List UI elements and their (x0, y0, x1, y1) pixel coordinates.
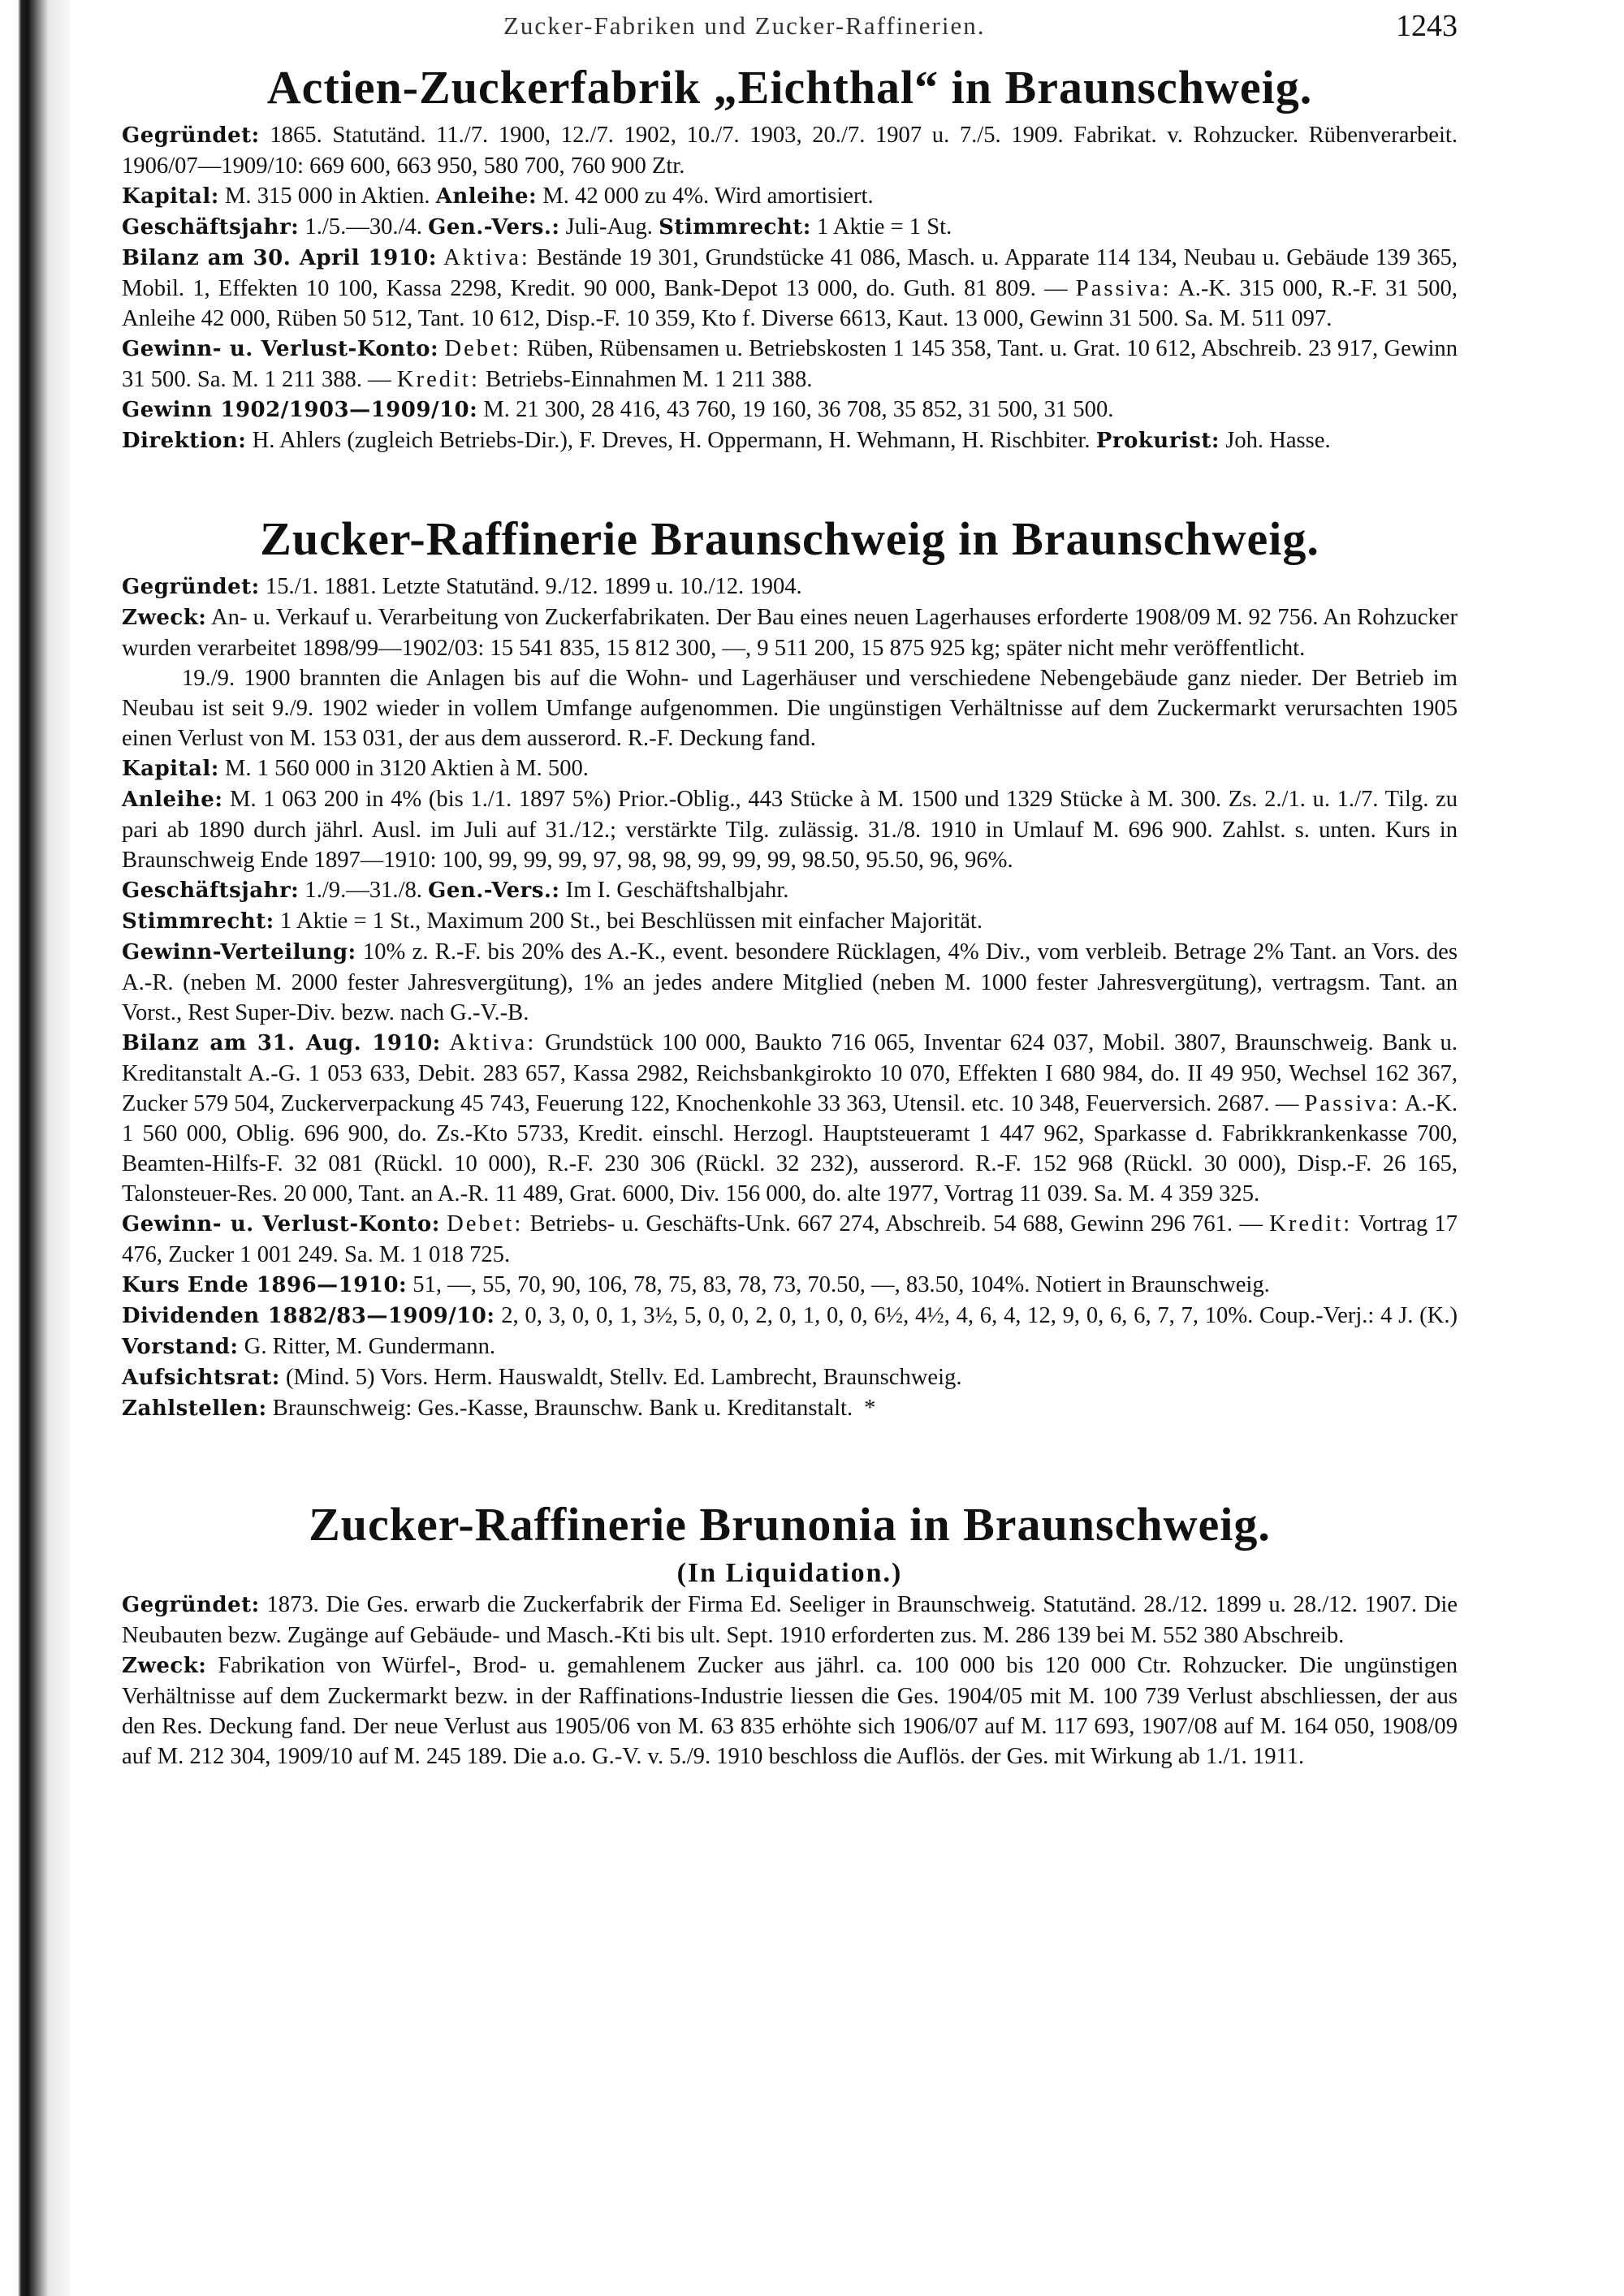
field-text: M. 21 300, 28 416, 43 760, 19 160, 36 708, 35 852, 31 500, 31 500. (477, 397, 1114, 422)
field-text: Vortrag 17 476, Zucker 1 001 249. Sa. M. 1 018 725. (122, 1211, 1458, 1267)
field-text (437, 245, 443, 270)
field-key: Kurs Ende 1896—1910: (122, 1273, 408, 1297)
field-key: Zweck: (122, 606, 207, 630)
end-mark: * (864, 1396, 876, 1421)
field-text: Betriebs- u. Geschäfts-Unk. 667 274, Abschreib. 54 688, Gewinn 296 761. — (523, 1211, 1270, 1236)
paragraph-gewinn-verlust (122, 334, 1458, 395)
section-brunonia (122, 1492, 1458, 1772)
field-text: 1./5.—30./4. (299, 214, 429, 240)
field-key: Gen.-Vers.: (428, 215, 560, 240)
field-key: Direktion: (122, 429, 247, 453)
paragraph-zweck (122, 1651, 1458, 1772)
field-key: Anleihe: (122, 788, 223, 812)
spaced-label: Debet: (444, 336, 521, 361)
field-text: Joh. Hasse. (1220, 428, 1331, 453)
field-key: Anleihe: (435, 184, 538, 209)
paragraph-zahlstellen (122, 1393, 1458, 1424)
field-key: Prokurist: (1095, 429, 1220, 453)
paragraph-history (122, 663, 1458, 753)
section-body (122, 120, 1458, 456)
field-text: A.-K. 1 560 000, Oblig. 696 900, do. Zs.-Kto 5733, Kredit. einschl. Herzogl. Hauptsteueramt 1 447 962, Sparkasse d. Fabrikkrankenkasse 700, Beamten-Hilfs-F. 32 081 (Rückl. 10 000), R.-F. 230 306 (Rückl. 32 232), ausserord. R.-F. 152 968 (Rückl. 30 000), Disp.-F. 26 165, Talonsteuer-Res. 20 000, Tant. an A.-R. 11 489, Grat. 6000, Div. 156 000, do. alte 1977, Vortrag 11 039. Sa. M. 4 359 325. (122, 1091, 1458, 1206)
spaced-label: Passiva: (1075, 276, 1172, 301)
field-key: Stimmrecht: (122, 909, 274, 934)
field-text: Grundstück 100 000, Baukto 716 065, Inventar 624 037, Mobil. 3807, Braunschweig. Bank u. Kreditanstalt A.-G. 1 053 633, Debit. 283 657, Kassa 2982, Reichsbankgirokto 10 070, Effekten I 680 984, do. II 49 950, Wechsel 162 367, Zucker 579 504, Zuckerverpackung 45 743, Feuerung 122, Knochenkohle 33 363, Utensil. etc. 10 348, Feuerversich. 2687. — (122, 1030, 1458, 1116)
field-text: 2, 0, 3, 0, 0, 1, 3½, 5, 0, 0, 2, 0, 1, 0, 0, 6½, 4½, 4, 6, 4, 12, 9, 0, 6, 6, 7, 7, 10%. Coup.-Verj.: 4 J. (K.) (495, 1303, 1458, 1328)
field-key: Zweck: (122, 1654, 207, 1678)
field-text: H. Ahlers (zugleich Betriebs-Dir.), F. Dreves, H. Oppermann, H. Wehmann, H. Rischbiter. (246, 428, 1096, 453)
field-text: M. 1 560 000 in 3120 Aktien à M. 500. (218, 756, 589, 781)
field-text: 15./1. 1881. Letzte Statutänd. 9./12. 1899 u. 10./12. 1904. (259, 574, 802, 599)
page-binding-edge (0, 0, 70, 2296)
section-raffinerie-braunschweig (122, 507, 1458, 1424)
field-key: Gegründet: (122, 575, 260, 599)
paragraph-aufsichtsrat (122, 1362, 1458, 1393)
field-text (440, 1211, 447, 1236)
section-body (122, 572, 1458, 1424)
field-key: Aufsichtsrat: (122, 1366, 280, 1390)
field-key: Vorstand: (122, 1335, 239, 1359)
paragraph-gegruendet (122, 1590, 1458, 1651)
field-text: 1./9.—31./8. (299, 878, 429, 903)
field-text: Braunschweig: Ges.-Kasse, Braunschw. Bank u. Kreditanstalt. (266, 1396, 853, 1421)
paragraph-gegruendet (122, 572, 1458, 602)
field-key: Bilanz am 30. April 1910: (122, 246, 437, 270)
spaced-label: Debet: (447, 1211, 524, 1236)
field-key: Geschäftsjahr: (122, 215, 300, 240)
spaced-label: Aktiva: (449, 1030, 537, 1055)
field-text: Bestände 19 301, Grundstücke 41 086, Masch. u. Apparate 114 134, Neubau u. Gebäude 139 365, Mobil. 1, Effekten 10 100, Kassa 2298, Kredit. 90 000, Bank-Depot 13 000, do. Guth. 81 809. — (122, 245, 1458, 301)
field-text: 19./9. 1900 brannten die Anlagen bis auf die Wohn- und Lagerhäuser und verschiedene Nebengebäude ganz nieder. Der Betrieb im Neubau ist seit 9./9. 1902 wieder in vollem Umfange aufgenommen. Die ungünstigen Verhältnisse auf dem Zuckermarkt verursachten 1905 einen Verlust von M. 153 031, der aus dem ausserord. R.-F. Deckung fand. (122, 666, 1458, 751)
field-key: Geschäftsjahr: (122, 878, 300, 903)
field-text: Im I. Geschäftshalbjahr. (559, 878, 789, 903)
paragraph-kurs (122, 1270, 1458, 1301)
spaced-label: Kredit: (396, 367, 480, 392)
section-title: Actien-Zuckerfabrik „Eichthal“ in Braunschweig. (266, 61, 1313, 114)
field-key: Gewinn- u. Verlust-Konto: (122, 1212, 440, 1236)
field-key: Bilanz am 31. Aug. 1910: (122, 1031, 441, 1055)
paragraph-gewinn (122, 395, 1458, 425)
paragraph-bilanz (122, 1028, 1458, 1209)
field-text: 1 Aktie = 1 St. (810, 214, 952, 240)
paragraph-kapital (122, 753, 1458, 784)
field-key: Gegründet: (122, 1593, 260, 1617)
field-key: Gegründet: (122, 123, 260, 148)
field-text: Betriebs-Einnahmen M. 1 211 388. (479, 367, 813, 392)
field-text: Juli-Aug. (559, 214, 659, 240)
section-body (122, 1590, 1458, 1772)
paragraph-dividenden (122, 1301, 1458, 1362)
spaced-label: Aktiva: (443, 245, 530, 270)
field-text: M. 315 000 in Aktien. (218, 183, 436, 209)
paragraph-gewinn-verteilung (122, 937, 1458, 1028)
section-title: Zucker-Raffinerie Brunonia in Braunschweig. (309, 1498, 1271, 1551)
paragraph-bilanz (122, 243, 1458, 334)
paragraph-geschaeftsjahr (122, 212, 1458, 243)
field-key: Zahlstellen: (122, 1396, 267, 1421)
section-title: Zucker-Raffinerie Braunschweig in Braunschweig. (260, 512, 1320, 565)
paragraph-zweck (122, 602, 1458, 663)
spaced-label: Kredit: (1269, 1211, 1353, 1236)
paragraph-stimmrecht (122, 906, 1458, 937)
paragraph-gegruendet (122, 120, 1458, 181)
field-text (441, 1030, 450, 1055)
field-key: Gewinn 1902/1903—1909/10: (122, 398, 478, 422)
section-subtitle: (In Liquidation.) (676, 1558, 903, 1588)
document-page (122, 8, 1458, 1772)
field-key: Gen.-Vers.: (428, 878, 560, 903)
field-key: Dividenden 1882/83—1909/10: (122, 1304, 495, 1328)
paragraph-anleihe (122, 784, 1458, 875)
field-text: 51, —, 55, 70, 90, 106, 78, 75, 83, 78, 73, 70.50, —, 83.50, 104%. Notiert in Braunschweig. (407, 1272, 1270, 1297)
field-text: 1865. Statutänd. 11./7. 1900, 12./7. 1902, 10./7. 1903, 20./7. 1907 u. 7./5. 1909. Fabrikat. v. Rohzucker. Rübenverarbeit. 1906/07—1909/10: 669 600, 663 950, 580 700, 760 900 Ztr. (122, 123, 1458, 179)
field-text: A.-K. 315 000, R.-F. 31 500, Anleihe 42 000, Rüben 50 512, Tant. 10 612, Disp.-F. 10 359, Kto f. Diverse 6613, Kaut. 13 000, Gewinn 31 500. Sa. M. 511 097. (122, 276, 1458, 331)
field-text: An- u. Verkauf u. Verarbeitung von Zuckerfabrikaten. Der Bau eines neuen Lagerhauses erforderte 1908/09 M. 92 756. An Rohzucker wurden verarbeitet 1898/99—1902/03: 15 541 835, 15 812 300, —, 9 511 200, 15 875 925 kg; später nicht mehr veröffentlicht. (122, 605, 1458, 661)
field-key: Stimmrecht: (659, 215, 811, 240)
field-key: Gewinn-Verteilung: (122, 940, 356, 965)
field-key: Kapital: (122, 184, 219, 209)
field-text: Fabrikation von Würfel-, Brod- u. gemahlenem Zucker aus jährl. ca. 100 000 bis 120 000 Ctr. Rohzucker. Die ungünstigen Verhältnisse auf dem Zuckermarkt bezw. in der Raffinations-Industrie liessen die Ges. 1904/05 mit M. 100 739 Verlust abschliessen, der aus den Res. Deckung fand. Der neue Verlust aus 1905/06 von M. 63 835 erhöhte sich 1906/07 auf M. 117 693, 1907/08 auf M. 164 050, 1908/09 auf M. 212 304, 1909/10 auf M. 245 189. Die a.o. G.-V. v. 5./9. 1910 beschloss die Auflös. der Ges. mit Wirkung ab 1./1. 1911. (122, 1653, 1458, 1769)
paragraph-kapital (122, 181, 1458, 212)
field-key: Gewinn- u. Verlust-Konto: (122, 337, 439, 361)
section-eichthal (122, 55, 1458, 456)
field-text: 1873. Die Ges. erwarb die Zuckerfabrik der Firma Ed. Seeliger in Braunschweig. Statutänd. 28./12. 1899 u. 28./12. 1907. Die Neubauten bezw. Zugänge auf Gebäude- und Masch.-Kti bis ult. Sept. 1910 erforderten zus. M. 286 139 bei M. 552 380 Abschreib. (122, 1592, 1458, 1648)
page-number: 1243 (1396, 9, 1458, 43)
field-text: M. 42 000 zu 4%. Wird amortisiert. (537, 183, 874, 209)
field-text: (Mind. 5) Vors. Herm. Hauswaldt, Stellv. Ed. Lambrecht, Braunschweig. (279, 1365, 962, 1390)
field-text: M. 1 063 200 in 4% (bis 1./1. 1897 5%) Prior.-Oblig., 443 Stücke à M. 1500 und 1329 Stücke à M. 300. Zs. 2./1. u. 1./7. Tilg. zu pari ab 1890 durch jährl. Ausl. im Juli auf 31./12.; verstärkte Tilg. zulässig. 31./8. 1910 in Umlauf M. 696 900. Zahlst. s. unten. Kurs in Braunschweig Ende 1897—1910: 100, 99, 99, 99, 97, 98, 98, 99, 99, 99, 98.50, 95.50, 96, 96%. (122, 787, 1458, 873)
running-title: Zucker-Fabriken und Zucker-Raffinerien. (503, 11, 986, 40)
field-text: G. Ritter, M. Gundermann. (238, 1334, 496, 1359)
field-key: Kapital: (122, 757, 219, 781)
running-header (122, 8, 1458, 49)
spaced-label: Passiva: (1304, 1091, 1401, 1116)
field-text: 10% z. R.-F. bis 20% des A.-K., event. besondere Rücklagen, 4% Div., vom verbleib. Betrage 2% Tant. an Vors. des A.-R. (neben M. 2000 fester Jahresvergütung), 1% an jedes andere Mitglied (neben M. 1000 fester Jahresvergütung), vertragsm. Tant. an Vorst., Rest Super-Div. bezw. nach G.-V.-B. (122, 939, 1458, 1025)
field-text: 1 Aktie = 1 St., Maximum 200 St., bei Beschlüssen mit einfacher Majorität. (274, 908, 983, 934)
paragraph-geschaeftsjahr (122, 875, 1458, 906)
zahlstellen-text (122, 1396, 853, 1421)
paragraph-gewinn-verlust (122, 1209, 1458, 1270)
field-text: Rüben, Rübensamen u. Betriebskosten 1 145 358, Tant. u. Grat. 10 612, Abschreib. 23 917, Gewinn 31 500. Sa. M. 1 211 388. — (122, 336, 1458, 392)
paragraph-direktion (122, 425, 1458, 456)
